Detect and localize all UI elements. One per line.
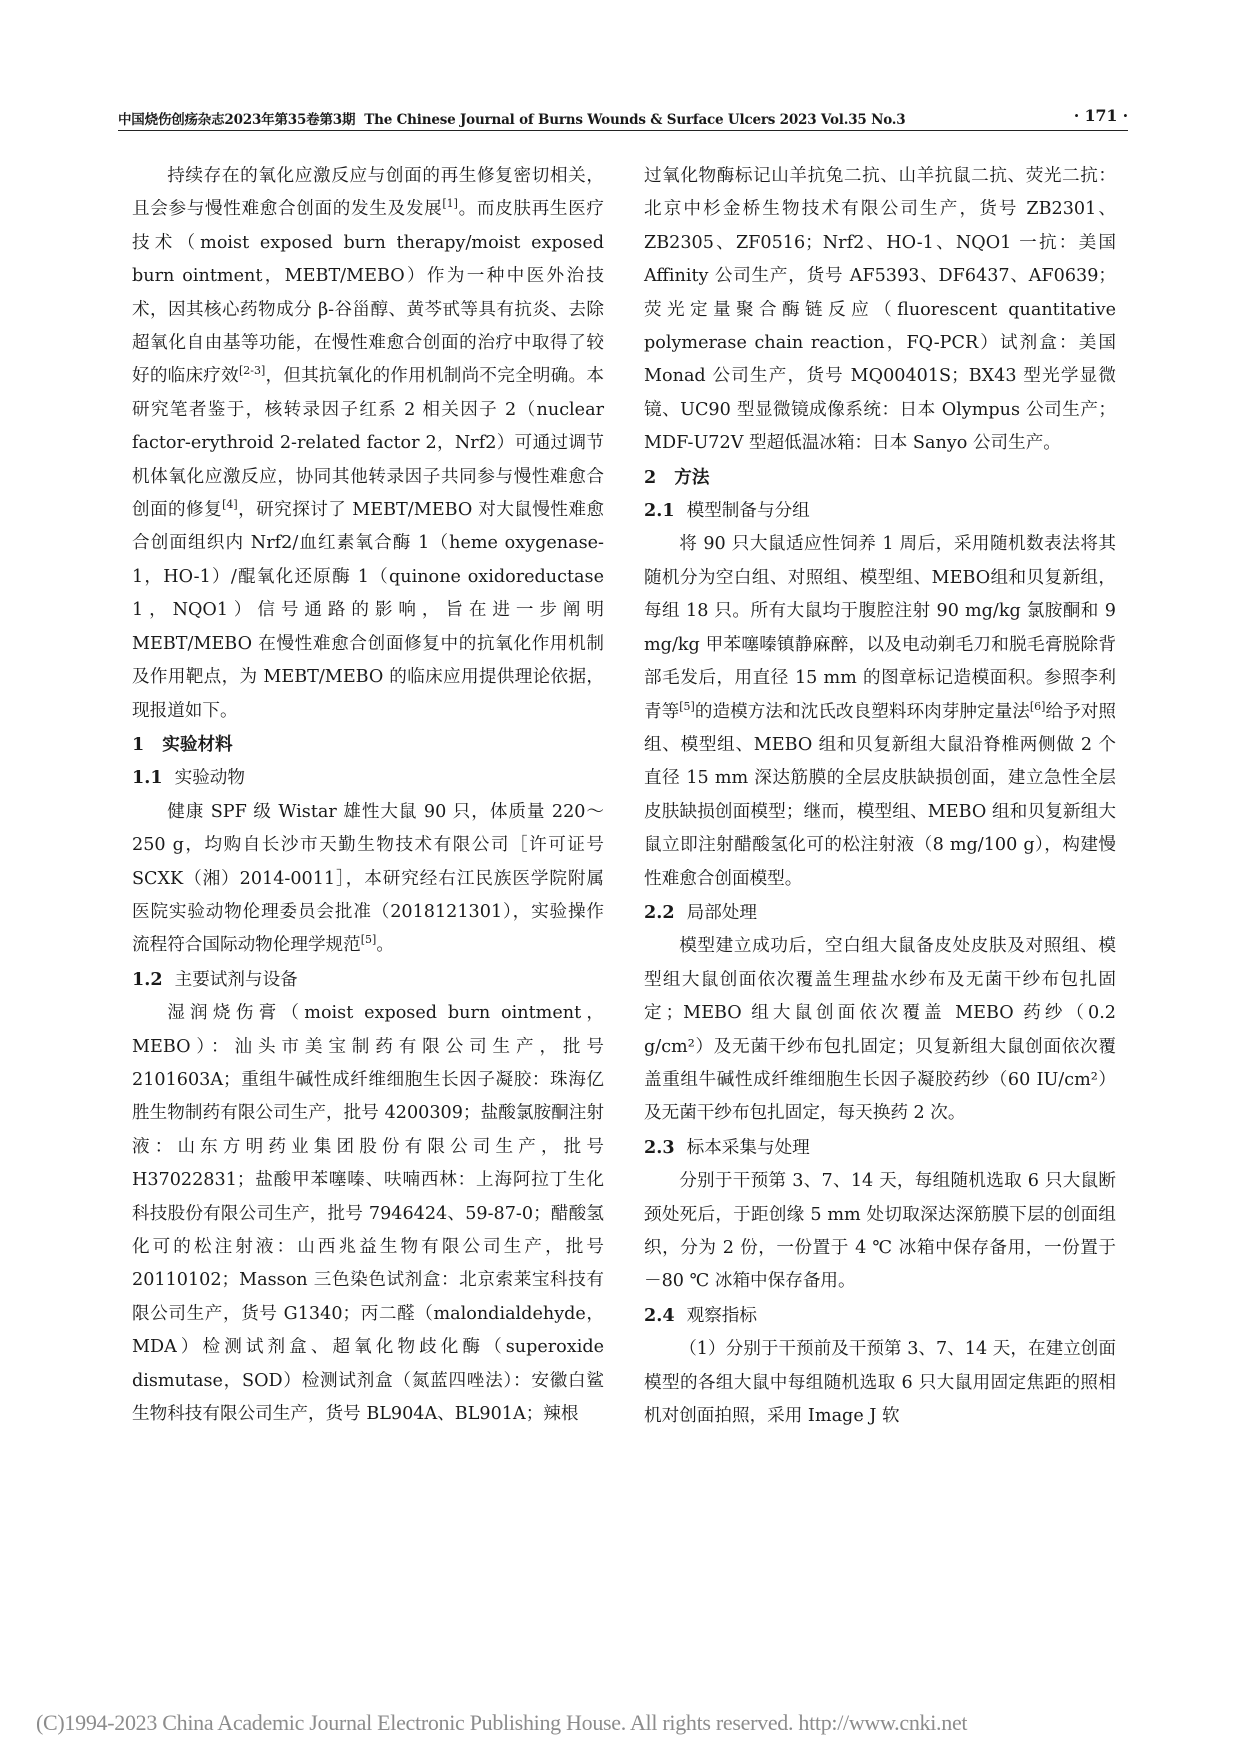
right-column (644, 160, 1116, 1433)
running-header (118, 104, 1128, 131)
citation-ref: [6] (1029, 699, 1046, 713)
body-paragraph: 模型建立成功后，空白组大鼠备皮处皮肤及对照组、模型组大鼠创面依次覆盖生理盐水纱布及无菌干纱布包扎固定；MEBO 组大鼠创面依次覆盖 MEBO 药纱（0.2 g/cm²）及无菌干纱布包扎固定；贝复新组大鼠创面依次覆盖重组牛碱性成纤维细胞生长因子凝胶药纱（60 IU/cm²）及无菌干纱布包扎固定，每天换药 2 次。 (644, 936, 1116, 1124)
left-column (132, 160, 604, 1431)
body-paragraph: 将 90 只大鼠适应性饲养 1 周后，采用随机数表法将其随机分为空白组、对照组、模型组、MEBO组和贝复新组，每组 18 只。所有大鼠均于腹腔注射 90 mg/kg 氯胺酮和 9 mg/kg 甲苯噻嗪镇静麻醉，以及电动剃毛刀和脱毛膏脱除背部毛发后，用直径 15 mm 的图章标记造模面积。参照李利青等[5]的造模方法和沈氏改良塑料环肉芽肿定量法[6]给予对照组、模型组、MEBO 组和贝复新组大鼠沿脊椎两侧做 2 个直径 15 mm 深达筋膜的全层皮肤缺损创面，建立急性全层皮肤缺损创面模型；继而，模型组、MEBO 组和贝复新组大鼠立即注射醋酸氢化可的松注射液（8 mg/100 g），构建慢性难愈合创面模型。 (644, 534, 1116, 889)
subsection-heading-1-2: 1.2 主要试剂与设备 (132, 968, 298, 990)
section-heading-2: 2 方法 (644, 466, 710, 488)
body-paragraph: （1）分别于干预前及干预第 3、7、14 天，在建立创面模型的各组大鼠中每组随机选取 6 只大鼠用固定焦距的照相机对创面拍照，采用 Image J 软 (644, 1339, 1116, 1427)
subsection-heading-2-2: 2.2 局部处理 (644, 901, 757, 923)
body-paragraph-continued: 过氧化物酶标记山羊抗兔二抗、山羊抗鼠二抗、荧光二抗：北京中杉金桥生物技术有限公司生产，货号 ZB2301、ZB2305、ZF0516；Nrf2、HO-1、NQO1 一抗：美国 Affinity 公司生产，货号 AF5393、DF6437、AF0639；荧光定量聚合酶链反应（fluorescent quantitative polymerase chain reaction，FQ-PCR）试剂盒：美国 Monad 公司生产，货号 MQ00401S；BX43 型光学显微镜、UC90 型显微镜成像系统：日本 Olympus 公司生产；MDF-U72V 型超低温冰箱：日本 Sanyo 公司生产。 (644, 166, 1116, 454)
subsection-heading-2-4: 2.4 观察指标 (644, 1304, 757, 1326)
subsection-heading-2-1: 2.1 模型制备与分组 (644, 500, 810, 522)
subsection-heading-1-1: 1.1 实验动物 (132, 767, 245, 789)
body-paragraph: 湿润烧伤膏（moist exposed burn ointment，MEBO）：汕头市美宝制药有限公司生产，批号 2101603A；重组牛碱性成纤维细胞生长因子凝胶：珠海亿胜生物制药有限公司生产，批号 4200309；盐酸氯胺酮注射液：山东方明药业集团股份有限公司生产，批号 H37022831；盐酸甲苯噻嗪、呋喃西林：上海阿拉丁生化科技股份有限公司生产，批号 7946424、59-87-0；醋酸氢化可的松注射液：山西兆益生物有限公司生产，批号 20110102；Masson 三色染色试剂盒：北京索莱宝科技有限公司生产，货号 G1340；丙二醛（malondialdehyde，MDA）检测试剂盒、超氧化物歧化酶（superoxide dismutase，SOD）检测试剂盒（氮蓝四唑法）：安徽白鲨生物科技有限公司生产，货号 BL904A、BL901A；辣根 (132, 1003, 604, 1425)
citation-ref: [1] (442, 197, 458, 211)
body-paragraph: 分别于干预第 3、7、14 天，每组随机选取 6 只大鼠断颈处死后，于距创缘 5 mm 处切取深达深筋膜下层的创面组织，分为 2 份，一份置于 4 ℃ 冰箱中保存备用，一份置于 －80 ℃ 冰箱中保存备用。 (644, 1171, 1116, 1292)
intro-paragraph: 持续存在的氧化应激反应与创面的再生修复密切相关，且会参与慢性难愈合创面的发生及发展[1]。而皮肤再生医疗技术（moist exposed burn therapy/moist exposed burn ointment，MEBT/MEBO）作为一种中医外治技术，因其核心药物成分 β-谷甾醇、黄芩甙等具有抗炎、去除超氧化自由基等功能，在慢性难愈合创面的治疗中取得了较好的临床疗效[2-3]，但其抗氧化的作用机制尚不完全明确。本研究笔者鉴于，核转录因子红系 2 相关因子 2（nuclear factor-erythroid 2-related factor 2，Nrf2）可通过调节机体氧化应激反应，协同其他转录因子共同参与慢性难愈合创面的修复[4]，研究探讨了 MEBT/MEBO 对大鼠慢性难愈合创面组织内 Nrf2/血红素氧合酶 1（heme oxygenase-1，HO-1）/醌氧化还原酶 1（quinone oxidoreductase 1，NQO1）信号通路的影响，旨在进一步阐明 MEBT/MEBO 在慢性难愈合创面修复中的抗氧化作用机制及作用靶点，为 MEBT/MEBO 的临床应用提供理论依据，现报道如下。 (132, 166, 604, 721)
body-paragraph: 健康 SPF 级 Wistar 雄性大鼠 90 只，体质量 220～250 g，均购自长沙市天勤生物技术有限公司［许可证号 SCXK（湘）2014-0011］，本研究经右江民族医学院附属医院实验动物伦理委员会批准（2018121301），实验操作流程符合国际动物伦理学规范[5]。 (132, 801, 604, 956)
copyright-footer: (C)1994-2023 China Academic Journal Electronic Publishing House. All rights reserved. http://www.cnki.net (36, 1710, 968, 1735)
citation-ref: [5] (679, 699, 695, 713)
journal-citation (118, 108, 906, 128)
section-heading-1: 1 实验材料 (132, 733, 233, 755)
citation-ref: [2-3] (238, 364, 266, 378)
subsection-heading-2-3: 2.3 标本采集与处理 (644, 1136, 810, 1158)
journal-title-en: The Chinese Journal of Burns Wounds & Surface Ulcers 2023 Vol.35 No.3 (364, 112, 906, 128)
page-number: · 171 · (1073, 106, 1128, 125)
citation-ref: [5] (360, 933, 377, 947)
citation-ref: [4] (222, 498, 238, 512)
journal-title-cn: 中国烧伤创疡杂志2023年第35卷第3期 (118, 112, 356, 128)
